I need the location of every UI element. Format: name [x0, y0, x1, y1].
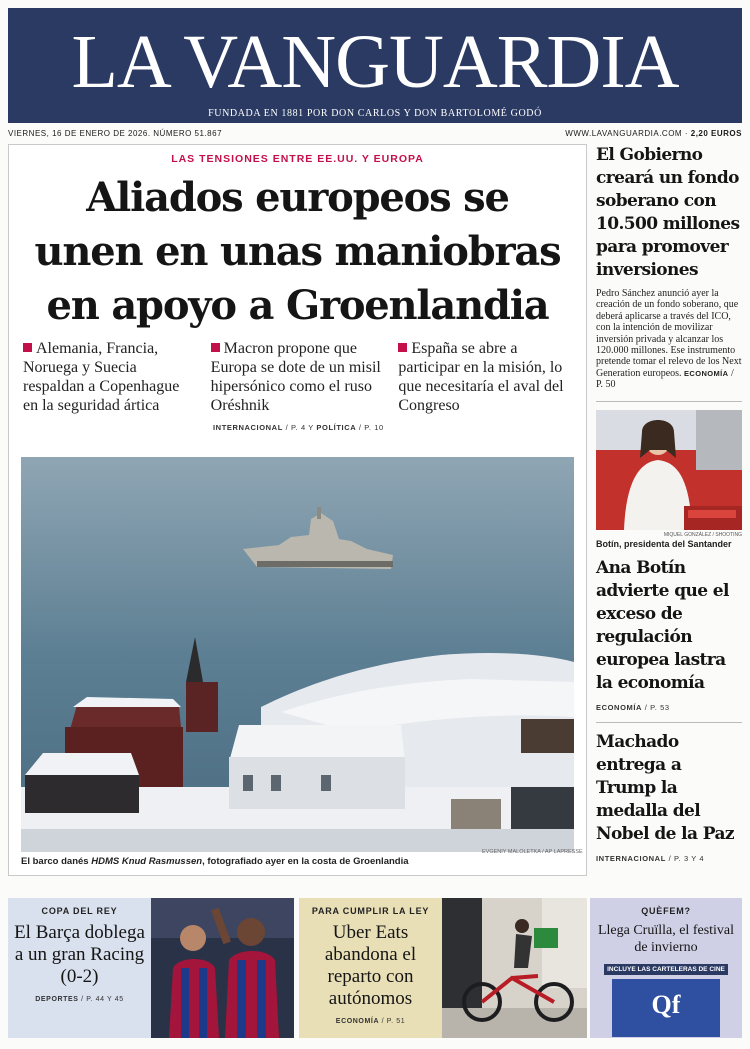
teaser-headline: Llega Cruïlla, el festival de invierno [597, 923, 735, 955]
side-story-1-headline[interactable]: El Gobierno creará un fondo soberano con 10.500 millones para promover inversiones [596, 145, 740, 280]
teaser-copa-del-rey[interactable] [8, 898, 151, 1038]
divider [596, 722, 742, 723]
newspaper-logo[interactable]: LA VANGUARDIA [71, 20, 679, 104]
teaser-headline: El Barça doblega a un gran Racing (0-2) [14, 922, 145, 987]
lead-headline[interactable] [9, 171, 586, 333]
side-story-3-headline[interactable]: Machado entrega a Trump la medalla del Nobel de la Paz [596, 731, 734, 844]
lead-photo-credit: EVGENIY MALOLETKA / AP LAPRESSE [482, 849, 583, 855]
bullet-square-icon [211, 343, 220, 352]
bullet-square-icon [398, 343, 407, 352]
lead-headline-line: Aliados europeos se [86, 174, 509, 221]
lead-headline-line: en apoyo a Groenlandia [46, 282, 549, 329]
lead-kicker: LAS TENSIONES ENTRE EE.UU. Y EUROPA [171, 153, 424, 165]
divider [596, 401, 742, 402]
barca-players-photo [151, 898, 294, 1038]
lead-subhead: España se abre a participar en la misión, lo que necesitaría el aval del Congreso [398, 340, 564, 414]
bottom-strip [8, 898, 742, 1040]
lead-headline-line: unen en unas maniobras [34, 228, 561, 275]
supplement-banner: INCLUYE LAS CARTELERAS DE CINE [604, 964, 728, 975]
lead-story [8, 144, 587, 876]
founded-line: FUNDADA EN 1881 POR DON CARLOS Y DON BARTOLOMÉ GODÓ [208, 108, 542, 119]
lead-subhead: Alemania, Francia, Noruega y Suecia respaldan a Copenhague en la seguridad ártica [23, 340, 180, 414]
lead-subhead: Macron propone que Europa se dote de un misil hipersónico como el ruso Oréshnik [210, 340, 381, 414]
side-column [596, 144, 742, 863]
masthead [8, 8, 742, 123]
lead-photo [21, 457, 574, 852]
botin-photo-credit: MIQUEL GONZÁLEZ / SHOOTING [663, 531, 742, 538]
lead-subheads [9, 339, 586, 415]
side-story-2-headline[interactable]: Ana Botín advierte que el exceso de regulación europea lastra la economía [596, 557, 729, 693]
bullet-square-icon [23, 343, 32, 352]
website-link[interactable]: WWW.LAVANGUARDIA.COM [565, 128, 683, 138]
side-story-3-ref[interactable]: INTERNACIONAL / P. 3 Y 4 [596, 853, 705, 863]
teaser-ref: DEPORTES / P. 44 Y 45 [35, 996, 124, 1003]
price: 2,20 EUROS [690, 128, 742, 138]
delivery-cyclist-photo [442, 898, 587, 1038]
teaser-kicker: QUÈFEM? [641, 906, 691, 916]
teaser-uber-eats[interactable] [299, 898, 442, 1038]
greenland-harbor-photo [21, 457, 574, 852]
teaser-headline: Uber Eats abandona el reparto con autónomos [324, 922, 417, 1009]
price-line [565, 129, 742, 138]
lead-photo-caption: El barco danés HDMS Knud Rasmussen, fotografiado ayer en la costa de Groenlandia [21, 856, 409, 867]
dateline-separator: · [684, 128, 689, 138]
botin-photo-caption: Botín, presidenta del Santander [596, 538, 732, 549]
botin-photo [596, 410, 742, 530]
football-players-photo [151, 898, 294, 1038]
lead-page-ref[interactable]: INTERNACIONAL / P. 4 Y POLÍTICA / P. 10 [213, 423, 384, 432]
ana-botin-photo [596, 410, 742, 530]
teaser-kicker: PARA CUMPLIR LA LEY [311, 906, 430, 916]
teaser-quefem[interactable] [590, 898, 742, 1038]
side-story-2-ref[interactable]: ECONOMÍA / P. 53 [596, 702, 670, 712]
side-story-1-body: Pedro Sánchez anunció ayer la creación de un fondo soberano, que deberá aplicarse a través del ICO, con la intención de movilizar inversión privada y alcanzar los 120.000 millones. Ese instrumento pretende tomar el relevo de los Next Generation europeos. ECONOMÍA / P. 50 [596, 288, 742, 391]
teaser-kicker: COPA DEL REY [41, 906, 118, 916]
dateline [8, 126, 742, 140]
issue-date: VIERNES, 16 DE ENERO DE 2026. NÚMERO 51.867 [8, 128, 223, 138]
quefem-magazine-logo: Qf [612, 979, 720, 1037]
teaser-ref: ECONOMÍA / P. 51 [335, 1018, 406, 1025]
cyclist-photo [442, 898, 587, 1038]
